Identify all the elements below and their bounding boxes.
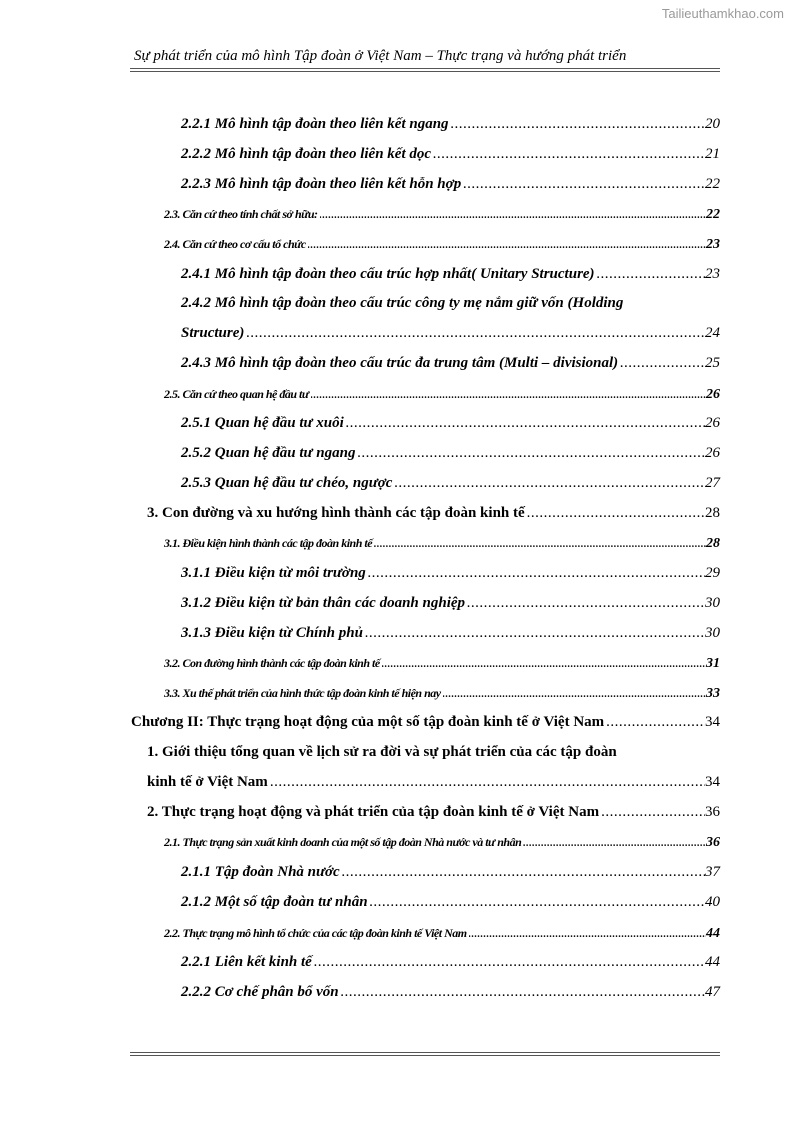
toc-entry[interactable]: 3.1.3 Điều kiện từ Chính phủ ..... 30 <box>181 625 720 642</box>
toc-entry[interactable]: 2.2.1 Liên kết kinh tế ..... 44 <box>181 954 720 971</box>
toc-entry[interactable]: 2.1.2 Một số tập đoàn tư nhân ..... 40 <box>181 894 720 911</box>
toc-entry[interactable]: 2.2.2 Mô hình tập đoàn theo liên kết dọc ..... 21 <box>181 146 720 163</box>
toc-entry[interactable]: 2.5.3 Quan hệ đầu tư chéo, ngược ..... 27 <box>181 475 720 492</box>
header-rule <box>130 68 720 69</box>
watermark: Tailieuthamkhao.com <box>661 6 784 21</box>
toc-entry-line2[interactable]: kinh tế ở Việt Nam ..... 34 <box>147 774 720 791</box>
toc-entry[interactable]: 2.5. Căn cứ theo quan hệ đầu tư ..... 26 <box>164 387 720 403</box>
toc-entry[interactable]: 3.3. Xu thế phát triển của hình thức tập đoàn kinh tế hiện nay ..... 33 <box>164 686 720 702</box>
toc-entry[interactable]: 2.1.1 Tập đoàn Nhà nước ..... 37 <box>181 864 720 881</box>
toc-entry[interactable]: 3.1. Điều kiện hình thành các tập đoàn kinh tế ..... 28 <box>164 536 720 552</box>
toc-entry[interactable]: 2.4. Căn cứ theo cơ cấu tổ chức ..... 23 <box>164 237 720 253</box>
toc-entry[interactable]: 2.4.3 Mô hình tập đoàn theo cấu trúc đa trung tâm (Multi – divisional) ..... 25 <box>181 355 720 372</box>
toc-entry[interactable]: 2.5.2 Quan hệ đầu tư ngang ..... 26 <box>181 445 720 462</box>
toc-entry[interactable]: 2.1. Thực trạng sản xuất kinh doanh của một số tập đoàn Nhà nước và tư nhân ..... 36 <box>164 835 720 851</box>
toc-entry[interactable]: 2.2.2 Cơ chế phân bổ vốn ..... 47 <box>181 984 720 1001</box>
running-header: Sự phát triển của mô hình Tập đoàn ở Việt Nam – Thực trạng và hướng phát triển <box>134 48 627 64</box>
footer-rule <box>130 1052 720 1053</box>
toc-entry[interactable]: 2.2.3 Mô hình tập đoàn theo liên kết hỗn hợp ..... 22 <box>181 176 720 193</box>
toc-entry[interactable]: 2.5.1 Quan hệ đầu tư xuôi ..... 26 <box>181 415 720 432</box>
toc-entry[interactable]: 2.2.1 Mô hình tập đoàn theo liên kết ngang ..... 20 <box>181 116 720 133</box>
toc-entry-line1[interactable]: 2.4.2 Mô hình tập đoàn theo cấu trúc công ty mẹ nắm giữ vốn (Holding <box>181 295 624 311</box>
footer-rule-2 <box>130 1055 720 1056</box>
toc-entry[interactable]: Chương II: Thực trạng hoạt động của một số tập đoàn kinh tế ở Việt Nam ..... 34 <box>131 714 720 731</box>
toc-entry[interactable]: 3.1.1 Điều kiện từ môi trường ..... 29 <box>181 565 720 582</box>
toc-entry[interactable]: 2.3. Căn cứ theo tính chất sở hữu: ..... 22 <box>164 207 720 223</box>
toc-entry[interactable]: 3.1.2 Điều kiện từ bản thân các doanh nghiệp ..... 30 <box>181 595 720 612</box>
toc-entry[interactable]: 2.4.1 Mô hình tập đoàn theo cấu trúc hợp nhất( Unitary Structure) ..... 23 <box>181 266 720 283</box>
toc-entry-line2[interactable]: Structure) ..... 24 <box>181 325 720 342</box>
toc-entry[interactable]: 2.2. Thực trạng mô hình tổ chức của các tập đoàn kinh tế Việt Nam ..... 44 <box>164 926 720 942</box>
toc-entry[interactable]: 3. Con đường và xu hướng hình thành các tập đoàn kinh tế ..... 28 <box>147 505 720 522</box>
toc-entry-line1[interactable]: 1. Giới thiệu tổng quan về lịch sử ra đời và sự phát triển của các tập đoàn <box>147 744 617 760</box>
toc-entry[interactable]: 2. Thực trạng hoạt động và phát triển của tập đoàn kinh tế ở Việt Nam ..... 36 <box>147 804 720 821</box>
toc-entry[interactable]: 3.2. Con đường hình thành các tập đoàn kinh tế ..... 31 <box>164 656 720 672</box>
header-rule-2 <box>130 71 720 72</box>
